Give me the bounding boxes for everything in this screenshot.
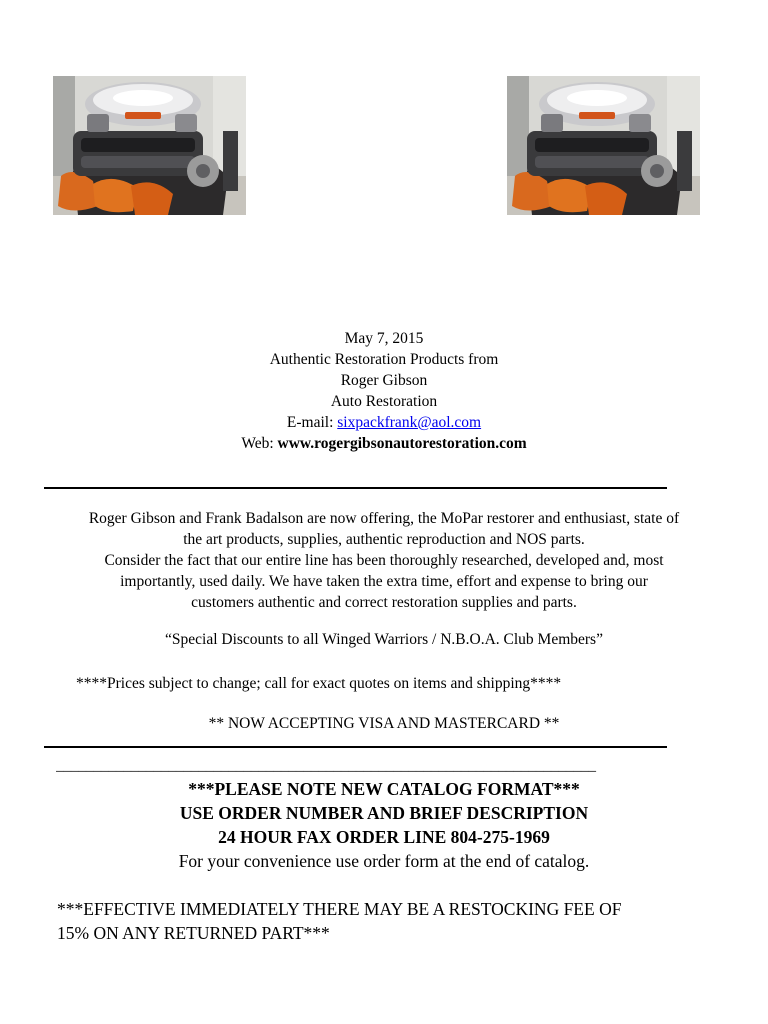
restock-line-2: 15% ON ANY RETURNED PART*** (57, 923, 330, 943)
header-block (0, 328, 768, 454)
intro-paragraph (30, 508, 738, 613)
email-link[interactable]: sixpackfrank@aol.com (337, 414, 482, 431)
prices-note: ****Prices subject to change; call for exact quotes on items and shipping**** (76, 675, 562, 692)
engine-image (507, 76, 700, 215)
restocking-note (57, 897, 737, 945)
intro-line-4: importantly, used daily. We have taken the extra time, effort and expense to bring our (120, 573, 648, 590)
catalog-line-4: For your convenience use order form at the end of catalog. (178, 851, 590, 871)
underscore-line: ________________________________________________________________________ (56, 758, 596, 774)
header-line-2: Roger Gibson (340, 372, 428, 389)
catalog-line-1: ***PLEASE NOTE NEW CATALOG FORMAT*** (188, 779, 580, 799)
catalog-note (0, 777, 768, 873)
discounts-note: “Special Discounts to all Winged Warriors / N.B.O.A. Club Members” (165, 631, 603, 648)
date: May 7, 2015 (344, 330, 424, 347)
web-label: Web: (241, 435, 278, 452)
intro-line-3: Consider the fact that our entire line has been thoroughly researched, developed and, most (104, 552, 664, 569)
catalog-line-2: USE ORDER NUMBER AND BRIEF DESCRIPTION (179, 803, 589, 823)
visa-note: ** NOW ACCEPTING VISA AND MASTERCARD ** (208, 715, 560, 732)
restock-line-1: ***EFFECTIVE IMMEDIATELY THERE MAY BE A RESTOCKING FEE OF (57, 899, 622, 919)
email-label: E-mail: (286, 414, 338, 431)
engine-photo-right (507, 76, 700, 215)
intro-line-2: the art products, supplies, authentic reproduction and NOS parts. (183, 531, 585, 548)
email-line (0, 412, 768, 433)
fax-line: 24 HOUR FAX ORDER LINE 804-275-1969 (218, 827, 550, 847)
header-line-3: Auto Restoration (330, 393, 438, 410)
intro-line-1: Roger Gibson and Frank Badalson are now offering, the MoPar restorer and enthusiast, state of (88, 510, 680, 527)
divider-bottom (44, 746, 667, 748)
engine-image (53, 76, 246, 215)
intro-line-5: customers authentic and correct restoration supplies and parts. (191, 594, 577, 611)
engine-photo-left (53, 76, 246, 215)
divider-top (44, 487, 667, 489)
web-address: www.rogergibsonautorestoration.com (277, 435, 527, 452)
web-line (0, 433, 768, 454)
header-line-1: Authentic Restoration Products from (269, 351, 499, 368)
